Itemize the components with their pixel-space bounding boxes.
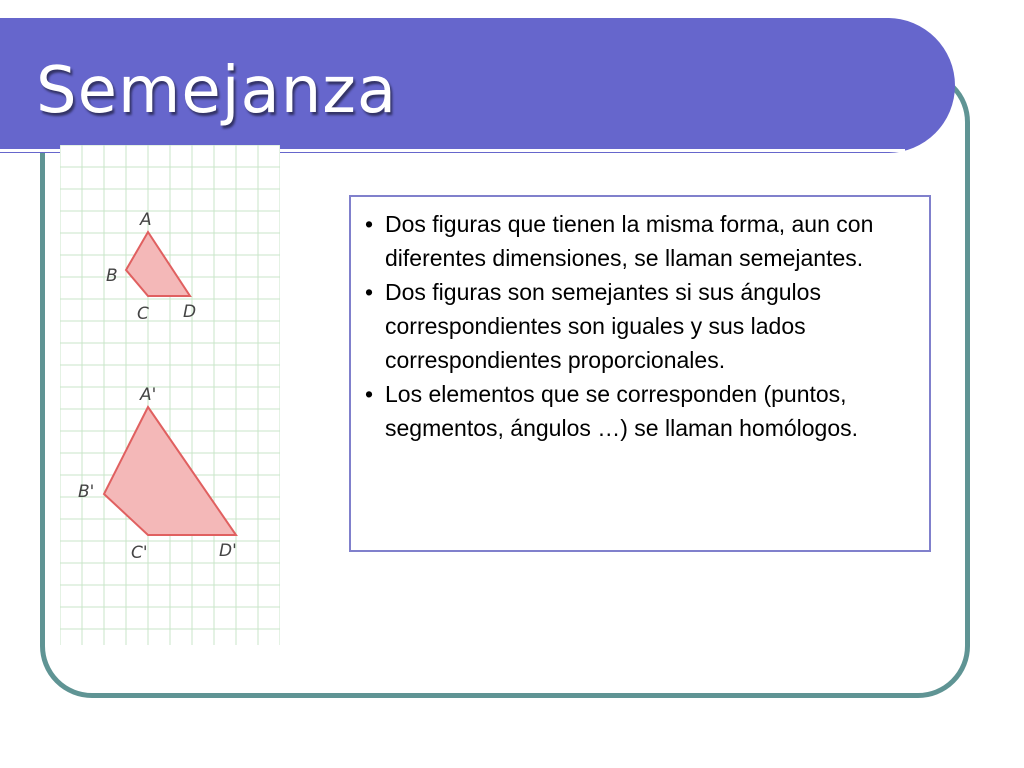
similar-figures-grid xyxy=(60,145,280,645)
bullet-dot: • xyxy=(365,279,374,305)
label-a: A xyxy=(140,210,152,230)
bullet-dot: • xyxy=(365,211,374,237)
bullet-item xyxy=(365,275,915,377)
slide-title: Semejanza xyxy=(36,54,398,128)
definition-box xyxy=(349,195,931,552)
bullet-list xyxy=(351,197,929,445)
label-c: C xyxy=(137,304,149,324)
label-d: D xyxy=(183,302,197,322)
label-b-prime: B' xyxy=(78,482,95,502)
label-d-prime: D' xyxy=(219,541,237,561)
label-c-prime: C' xyxy=(131,543,148,563)
bullet-text: Los elementos que se corresponden (puntos, segmentos, ángulos …) se llaman homólogos. xyxy=(385,381,859,441)
title-bar xyxy=(0,18,955,153)
bullet-dot: • xyxy=(365,381,374,407)
bullet-item xyxy=(365,207,915,275)
label-b: B xyxy=(106,266,118,286)
bullet-text: Dos figuras que tienen la misma forma, aun con diferentes dimensiones, se llaman semejantes. xyxy=(385,211,874,271)
label-a-prime: A' xyxy=(140,385,157,405)
bullet-text: Dos figuras son semejantes si sus ángulos correspondientes son iguales y sus lados correspondientes proporcionales. xyxy=(385,279,821,373)
bullet-item xyxy=(365,377,915,445)
